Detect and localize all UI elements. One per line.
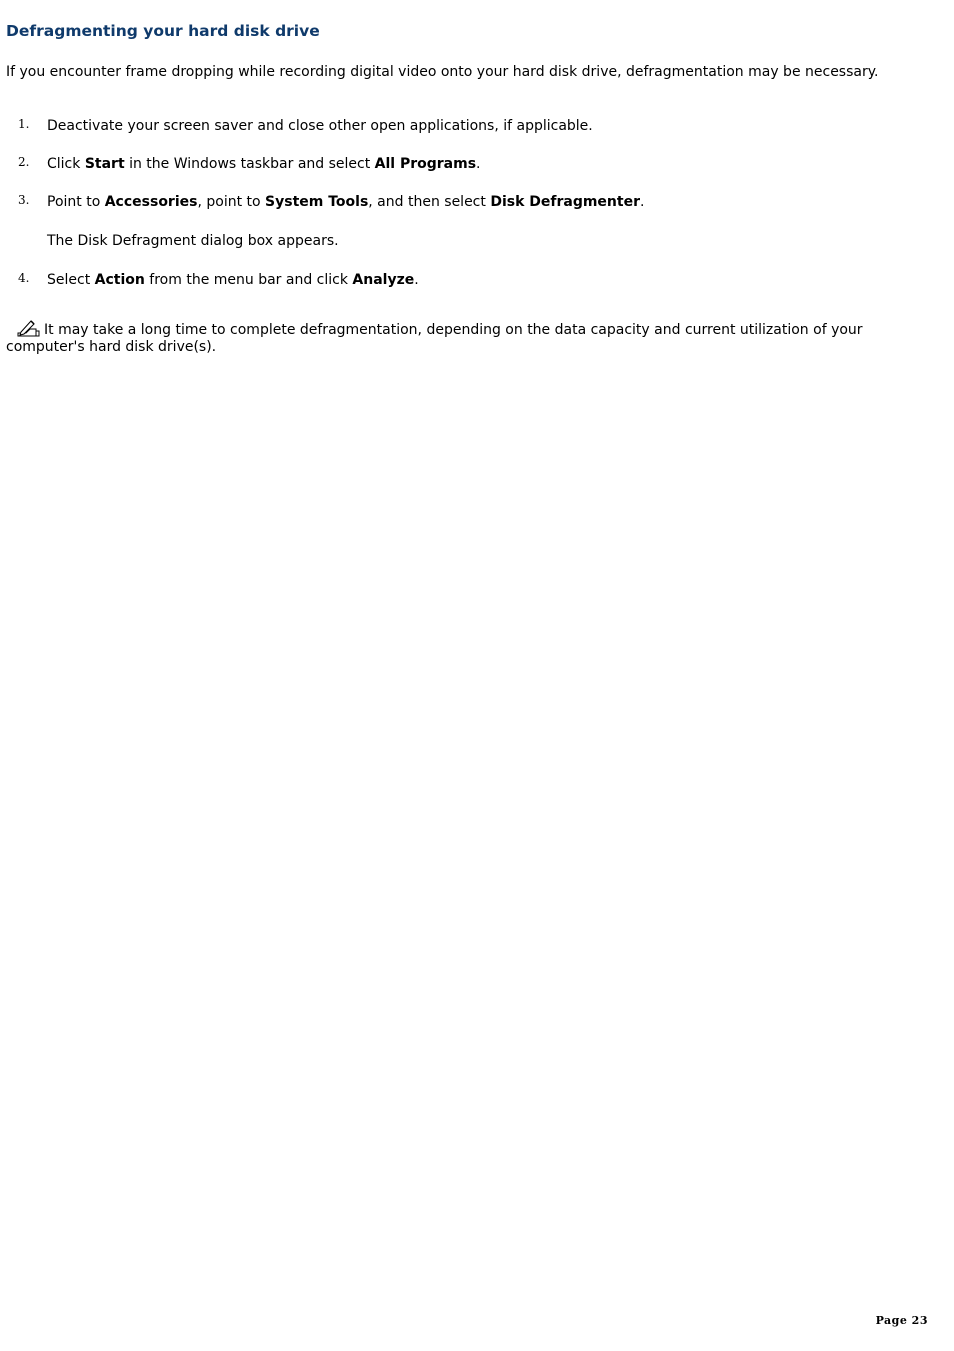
step-number: 1. xyxy=(18,117,30,131)
step-keyword: Disk Defragmenter xyxy=(490,194,640,210)
step-text-run: from the menu bar and click xyxy=(144,272,353,288)
step-text-run: Point to xyxy=(47,194,105,210)
step-number: 3. xyxy=(18,193,30,207)
page-number: Page 23 xyxy=(875,1314,928,1327)
step-keyword: System Tools xyxy=(265,194,369,210)
page-title: Defragmenting your hard disk drive xyxy=(6,22,320,40)
note-block xyxy=(6,322,936,356)
step-text-run: Deactivate your screen saver and close other open applications, if applicable. xyxy=(47,118,593,134)
step-text-run: . xyxy=(414,272,419,288)
step-text-run: , point to xyxy=(197,194,266,210)
step-text xyxy=(47,272,419,289)
step-keyword: Action xyxy=(94,272,145,288)
note-pencil-icon xyxy=(16,319,40,339)
step-text-run: . xyxy=(640,194,645,210)
step-3-result: The Disk Defragment dialog box appears. xyxy=(47,233,339,249)
note-text: It may take a long time to complete defragmentation, depending on the data capacity and current utilization of your computer's hard disk drive(s). xyxy=(6,322,863,355)
step-text-run: . xyxy=(476,156,481,172)
step-keyword: Analyze xyxy=(352,272,415,288)
step-keyword: Accessories xyxy=(104,194,198,210)
step-number: 4. xyxy=(18,271,30,285)
step-number: 2. xyxy=(18,155,30,169)
step-text xyxy=(47,194,644,211)
step-text-run: in the Windows taskbar and select xyxy=(124,156,375,172)
step-keyword: All Programs xyxy=(374,156,477,172)
step-text-run: Select xyxy=(47,272,95,288)
intro-paragraph: If you encounter frame dropping while recording digital video onto your hard disk drive, defragmentation may be necessary. xyxy=(6,64,879,80)
step-text xyxy=(47,156,481,173)
step-text xyxy=(47,118,593,135)
step-text-run: Click xyxy=(47,156,85,172)
step-keyword: Start xyxy=(84,156,125,172)
step-text-run: , and then select xyxy=(368,194,491,210)
